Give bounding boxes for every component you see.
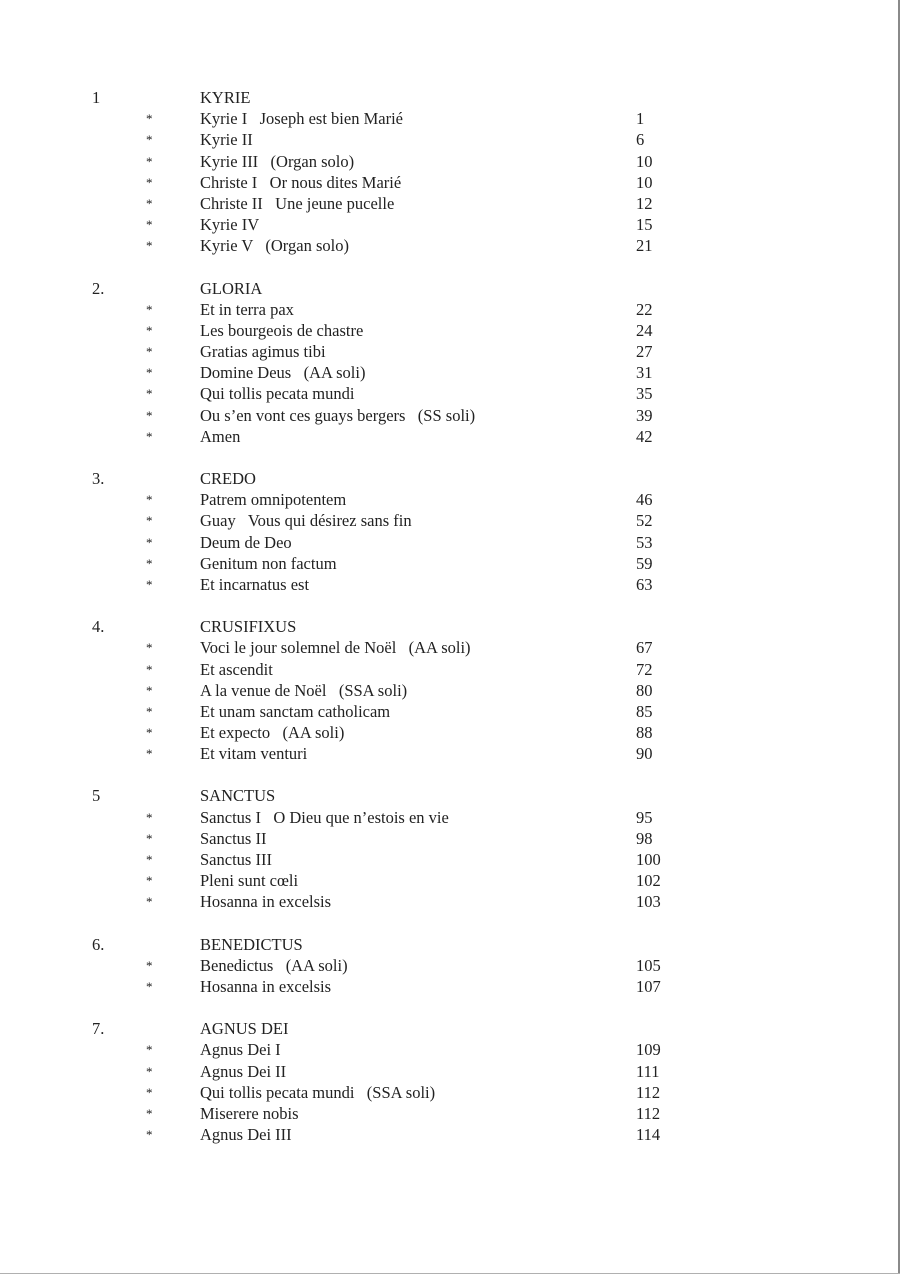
section-title: CRUSIFIXUS xyxy=(200,617,297,637)
entry-page-number: 53 xyxy=(636,532,653,552)
entry-page-number: 21 xyxy=(636,236,653,256)
toc-entry xyxy=(0,299,900,320)
entry-title: Genitum non factum xyxy=(200,553,337,573)
section-heading xyxy=(0,785,900,806)
entry-page-number: 59 xyxy=(636,553,653,573)
entry-title: Gratias agimus tibi xyxy=(200,342,326,362)
entry-title: Amen xyxy=(200,426,241,446)
entry-title: Sanctus III xyxy=(200,850,272,869)
entry-page-number: 72 xyxy=(636,659,653,679)
entry-title: Deum de Deo xyxy=(200,532,292,552)
section-title: AGNUS DEI xyxy=(200,1019,289,1039)
entry-bullet: * xyxy=(146,809,153,825)
entry-bullet: * xyxy=(146,703,153,719)
entry-bullet: * xyxy=(146,894,153,910)
entry-title: A la venue de Noël (SSA soli) xyxy=(200,680,408,700)
entry-title: Miserere nobis xyxy=(200,1103,299,1123)
entry-bullet: * xyxy=(146,238,153,254)
entry-page-number: 105 xyxy=(636,955,661,975)
entry-page-number: 15 xyxy=(636,215,653,235)
entry-page-number: 98 xyxy=(636,828,653,848)
toc-entry xyxy=(0,362,900,383)
entry-page-number: 46 xyxy=(636,490,653,510)
entry-bullet: * xyxy=(146,1127,153,1143)
toc-entry xyxy=(0,976,900,997)
entry-bullet: * xyxy=(146,365,153,381)
toc-entry xyxy=(0,214,900,235)
entry-page-number: 114 xyxy=(636,1125,661,1145)
entry-bullet: * xyxy=(146,1042,153,1058)
entry-title: Domine Deus (AA soli) xyxy=(200,363,366,383)
entry-bullet: * xyxy=(146,746,153,762)
entry-page-number: 100 xyxy=(636,850,661,869)
toc-entry xyxy=(0,1061,900,1082)
entry-title: Kyrie IV xyxy=(200,215,260,235)
entry-page-number: 10 xyxy=(636,151,653,171)
toc-entry xyxy=(0,849,900,870)
toc-section xyxy=(0,278,900,448)
section-title: SANCTUS xyxy=(200,786,276,806)
section-heading xyxy=(0,616,900,637)
section-heading xyxy=(0,278,900,299)
entry-title: Kyrie V (Organ solo) xyxy=(200,236,349,256)
entry-bullet: * xyxy=(146,852,153,867)
entry-bullet: * xyxy=(146,978,153,994)
entry-page-number: 85 xyxy=(636,701,653,721)
toc-section xyxy=(0,934,900,998)
entry-bullet: * xyxy=(146,555,153,571)
toc-entry xyxy=(0,828,900,849)
toc-entry xyxy=(0,680,900,701)
toc-entry xyxy=(0,807,900,828)
toc-entry xyxy=(0,320,900,341)
toc-entry xyxy=(0,1124,900,1145)
entry-bullet: * xyxy=(146,640,153,656)
entry-page-number: 103 xyxy=(636,892,661,912)
entry-title: Benedictus (AA soli) xyxy=(200,955,348,975)
entry-title: Hosanna in excelsis xyxy=(200,892,332,912)
entry-bullet: * xyxy=(146,386,153,402)
entry-page-number: 88 xyxy=(636,723,653,743)
entry-title: Et incarnatus est xyxy=(200,574,310,594)
entry-page-number: 102 xyxy=(636,871,661,891)
entry-page-number: 12 xyxy=(636,193,653,213)
entry-bullet: * xyxy=(146,513,153,529)
section-heading xyxy=(0,934,900,955)
entry-title: Voci le jour solemnel de Noël (AA soli) xyxy=(200,638,471,658)
toc-entry xyxy=(0,701,900,722)
entry-bullet: * xyxy=(146,1105,153,1121)
entry-title: Sanctus I O Dieu que n’estois en vie xyxy=(200,807,449,827)
toc-entry xyxy=(0,743,900,764)
toc-entry xyxy=(0,341,900,362)
entry-page-number: 31 xyxy=(636,363,653,383)
entry-page-number: 111 xyxy=(636,1061,660,1081)
entry-bullet: * xyxy=(146,322,153,338)
section-number: 2. xyxy=(92,278,105,298)
toc-entry xyxy=(0,172,900,193)
entry-bullet: * xyxy=(146,534,153,550)
entry-title: Agnus Dei II xyxy=(200,1061,287,1081)
entry-page-number: 95 xyxy=(636,807,653,827)
section-heading xyxy=(0,468,900,489)
toc-section xyxy=(0,616,900,764)
toc-entry xyxy=(0,489,900,510)
entry-bullet: * xyxy=(146,1063,153,1079)
entry-title: Qui tollis pecata mundi (SSA soli) xyxy=(200,1082,436,1102)
entry-bullet: * xyxy=(146,576,153,592)
entry-bullet: * xyxy=(146,830,153,846)
entry-bullet: * xyxy=(146,682,153,698)
toc-entry xyxy=(0,383,900,404)
section-number: 7. xyxy=(92,1019,105,1039)
entry-title: Kyrie I Joseph est bien Marié xyxy=(200,109,403,129)
toc-section xyxy=(0,468,900,595)
entry-page-number: 10 xyxy=(636,172,653,192)
toc-section xyxy=(0,1018,900,1145)
toc-entry xyxy=(0,151,900,172)
entry-page-number: 67 xyxy=(636,638,653,658)
entry-page-number: 39 xyxy=(636,405,653,425)
section-number: 1 xyxy=(92,88,101,107)
entry-page-number: 90 xyxy=(636,744,653,764)
entry-page-number: 112 xyxy=(636,1082,661,1102)
entry-title: Guay Vous qui désirez sans fin xyxy=(200,511,412,531)
entry-bullet: * xyxy=(146,111,153,127)
entry-bullet: * xyxy=(146,344,153,360)
entry-bullet: * xyxy=(146,174,153,190)
entry-page-number: 107 xyxy=(636,976,661,996)
section-number: 4. xyxy=(92,617,105,637)
entry-bullet: * xyxy=(146,873,153,889)
entry-title: Les bourgeois de chastre xyxy=(200,320,364,340)
entry-title: Qui tollis pecata mundi xyxy=(200,384,355,404)
entry-bullet: * xyxy=(146,957,153,973)
toc-entry xyxy=(0,108,900,129)
toc-entry xyxy=(0,574,900,595)
entry-page-number: 22 xyxy=(636,299,653,319)
section-heading xyxy=(0,87,900,108)
entry-bullet: * xyxy=(146,428,153,444)
entry-title: Patrem omnipotentem xyxy=(200,490,347,510)
section-title: BENEDICTUS xyxy=(200,934,303,954)
entry-bullet: * xyxy=(146,1084,153,1100)
toc-entry xyxy=(0,891,900,912)
entry-bullet: * xyxy=(146,132,153,148)
entry-title: Christe II Une jeune pucelle xyxy=(200,193,395,213)
entry-page-number: 24 xyxy=(636,320,653,340)
toc-entry xyxy=(0,1103,900,1124)
toc-entry xyxy=(0,637,900,658)
entry-title: Et expecto (AA soli) xyxy=(200,723,345,743)
table-of-contents xyxy=(0,87,900,1166)
toc-entry xyxy=(0,553,900,574)
entry-bullet: * xyxy=(146,661,153,677)
toc-entry xyxy=(0,193,900,214)
toc-entry xyxy=(0,722,900,743)
toc-entry xyxy=(0,532,900,553)
entry-page-number: 80 xyxy=(636,680,653,700)
entry-page-number: 35 xyxy=(636,384,653,404)
section-number: 3. xyxy=(92,469,105,488)
section-number: 5 xyxy=(92,786,101,806)
toc-entry xyxy=(0,870,900,891)
entry-bullet: * xyxy=(146,195,153,211)
entry-page-number: 109 xyxy=(636,1040,661,1060)
entry-page-number: 1 xyxy=(636,109,645,129)
section-title: GLORIA xyxy=(200,278,263,298)
entry-title: Ou s’en vont ces guays bergers (SS soli) xyxy=(200,405,476,425)
entry-page-number: 63 xyxy=(636,574,653,594)
entry-page-number: 52 xyxy=(636,511,653,531)
toc-entry xyxy=(0,405,900,426)
toc-entry xyxy=(0,1082,900,1103)
toc-section xyxy=(0,785,900,912)
entry-bullet: * xyxy=(146,217,153,233)
section-number: 6. xyxy=(92,934,105,954)
entry-page-number: 112 xyxy=(636,1103,661,1123)
toc-entry xyxy=(0,235,900,256)
entry-title: Hosanna in excelsis xyxy=(200,976,332,996)
toc-entry xyxy=(0,1039,900,1060)
entry-bullet: * xyxy=(146,492,153,508)
entry-title: Christe I Or nous dites Marié xyxy=(200,172,402,192)
entry-title: Agnus Dei III xyxy=(200,1125,292,1145)
entry-page-number: 6 xyxy=(636,130,645,150)
entry-page-number: 27 xyxy=(636,342,653,362)
toc-entry xyxy=(0,426,900,447)
entry-title: Et in terra pax xyxy=(200,299,294,319)
toc-entry xyxy=(0,129,900,150)
entry-title: Pleni sunt cœli xyxy=(200,871,299,891)
entry-title: Et ascendit xyxy=(200,659,273,679)
entry-title: Et vitam venturi xyxy=(200,744,308,764)
entry-title: Et unam sanctam catholicam xyxy=(200,701,391,721)
section-title: KYRIE xyxy=(200,88,251,107)
entry-title: Sanctus II xyxy=(200,828,267,848)
section-title: CREDO xyxy=(200,469,256,488)
entry-bullet: * xyxy=(146,407,153,423)
entry-title: Kyrie III (Organ solo) xyxy=(200,151,355,171)
entry-page-number: 42 xyxy=(636,426,653,446)
entry-bullet: * xyxy=(146,153,153,169)
entry-bullet: * xyxy=(146,725,153,741)
section-heading xyxy=(0,1018,900,1039)
entry-title: Agnus Dei I xyxy=(200,1040,281,1060)
toc-entry xyxy=(0,955,900,976)
entry-title: Kyrie II xyxy=(200,130,253,150)
entry-bullet: * xyxy=(146,301,153,317)
toc-entry xyxy=(0,659,900,680)
toc-section xyxy=(0,87,900,257)
toc-entry xyxy=(0,510,900,531)
